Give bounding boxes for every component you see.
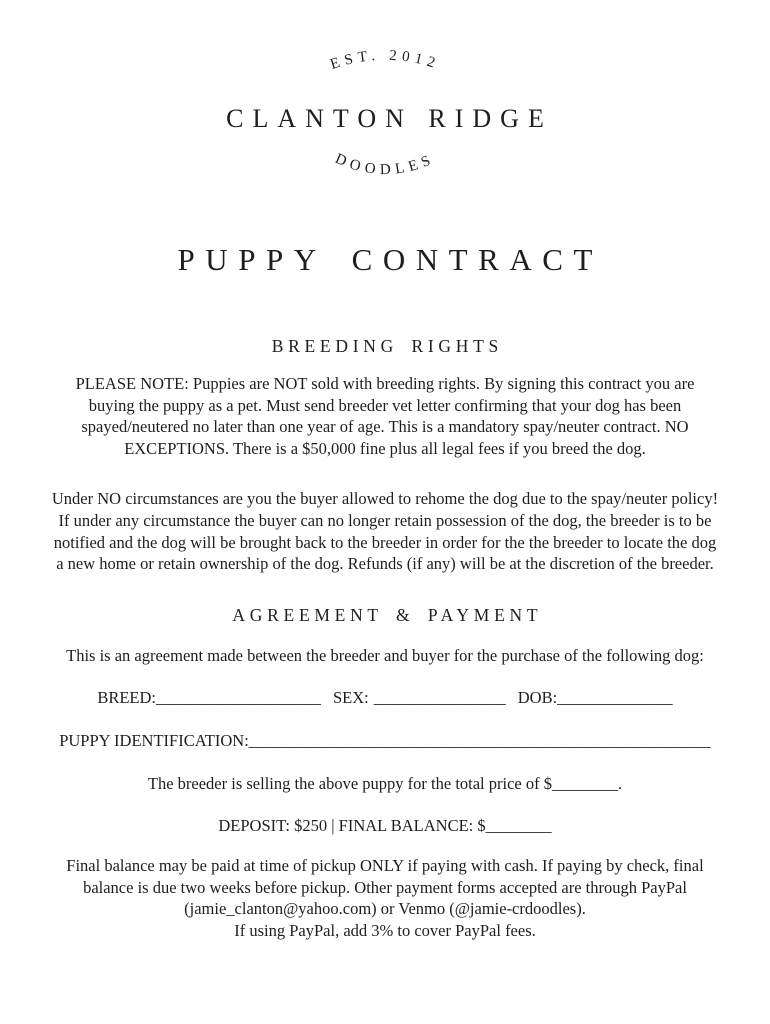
agreement-intro-paragraph: This is an agreement made between the breeder and buyer for the purchase of the following dog: bbox=[66, 645, 704, 665]
logo-established-text: EST. 2012 bbox=[328, 47, 442, 73]
paypal-fee-note-text: If using PayPal, add 3% to cover PayPal fees. bbox=[234, 920, 536, 940]
price-sentence-text: The breeder is selling the above puppy for the total price of $ bbox=[147, 773, 552, 793]
total-price-line bbox=[51, 773, 719, 795]
breeder-logo bbox=[0, 42, 770, 192]
price-sentence-period: . bbox=[618, 773, 623, 793]
puppy-identification-label: PUPPY IDENTIFICATION: bbox=[59, 731, 249, 751]
dog-info-field-line bbox=[51, 687, 719, 709]
agreement-payment-heading: AGREEMENT & PAYMENT bbox=[232, 604, 543, 625]
price-blank-field[interactable]: ________ bbox=[552, 773, 618, 793]
payment-terms-paragraph bbox=[51, 855, 719, 941]
puppy-identification-field-line bbox=[51, 730, 719, 752]
final-balance-blank-field[interactable]: ________ bbox=[485, 816, 552, 836]
breeding-rights-heading: BREEDING RIGHTS bbox=[271, 336, 503, 356]
sex-blank-field[interactable]: ________________ bbox=[373, 688, 506, 708]
deposit-final-balance-label: DEPOSIT: $250 | FINAL BALANCE: $ bbox=[218, 816, 486, 836]
breeding-rights-note-paragraph: PLEASE NOTE: Puppies are NOT sold with breeding rights. By signing this contract you are buying the puppy as a pet. Must send breeder vet letter confirming that your dog has been spayed/neutered no later than one year of age. This is a mandatory spay/neuter contract. NO EXCEPTIONS. There is a $50,000 fine plus all legal fees if you breed the dog. bbox=[75, 374, 695, 458]
document-title: PUPPY CONTRACT bbox=[177, 242, 603, 277]
puppy-identification-blank-field[interactable]: ________________________________________________________ bbox=[248, 731, 711, 751]
est-2012-arc-text bbox=[220, 42, 550, 102]
logo-name-text: CLANTON RIDGE bbox=[226, 104, 553, 133]
svg-text:EST. 2012 bbox=[328, 48, 441, 73]
dob-label: DOB: bbox=[517, 688, 558, 708]
sex-label: SEX: bbox=[332, 688, 369, 708]
logo-subtitle-text: DOODLES bbox=[332, 150, 438, 179]
dob-blank-field[interactable]: ______________ bbox=[557, 688, 673, 708]
rehoming-policy-paragraph: Under NO circumstances are you the buyer allowed to rehome the dog due to the spay/neuter policy! If under any circumstance the buyer can no longer retain possession of the dog, the breeder is to be notified and the dog will be brought back to the breeder in order for the the breeder to locate the dog a new home or retain ownership of the dog. Refunds (if any) will be at the discretion of the breeder. bbox=[51, 489, 719, 574]
breed-blank-field[interactable]: ____________________ bbox=[155, 688, 321, 708]
breed-label: BREED: bbox=[97, 688, 156, 708]
doodles-arc-text bbox=[220, 134, 550, 192]
svg-text:DOODLES bbox=[333, 151, 438, 178]
payment-terms-text: Final balance may be paid at time of pickup ONLY if paying with cash. If paying by check, final balance is due two weeks before pickup. Other payment forms accepted are through PayPal (jamie_clanton@yahoo.com) or Venmo (@jamie-crdoodles). bbox=[66, 855, 704, 919]
deposit-balance-line bbox=[51, 815, 719, 837]
